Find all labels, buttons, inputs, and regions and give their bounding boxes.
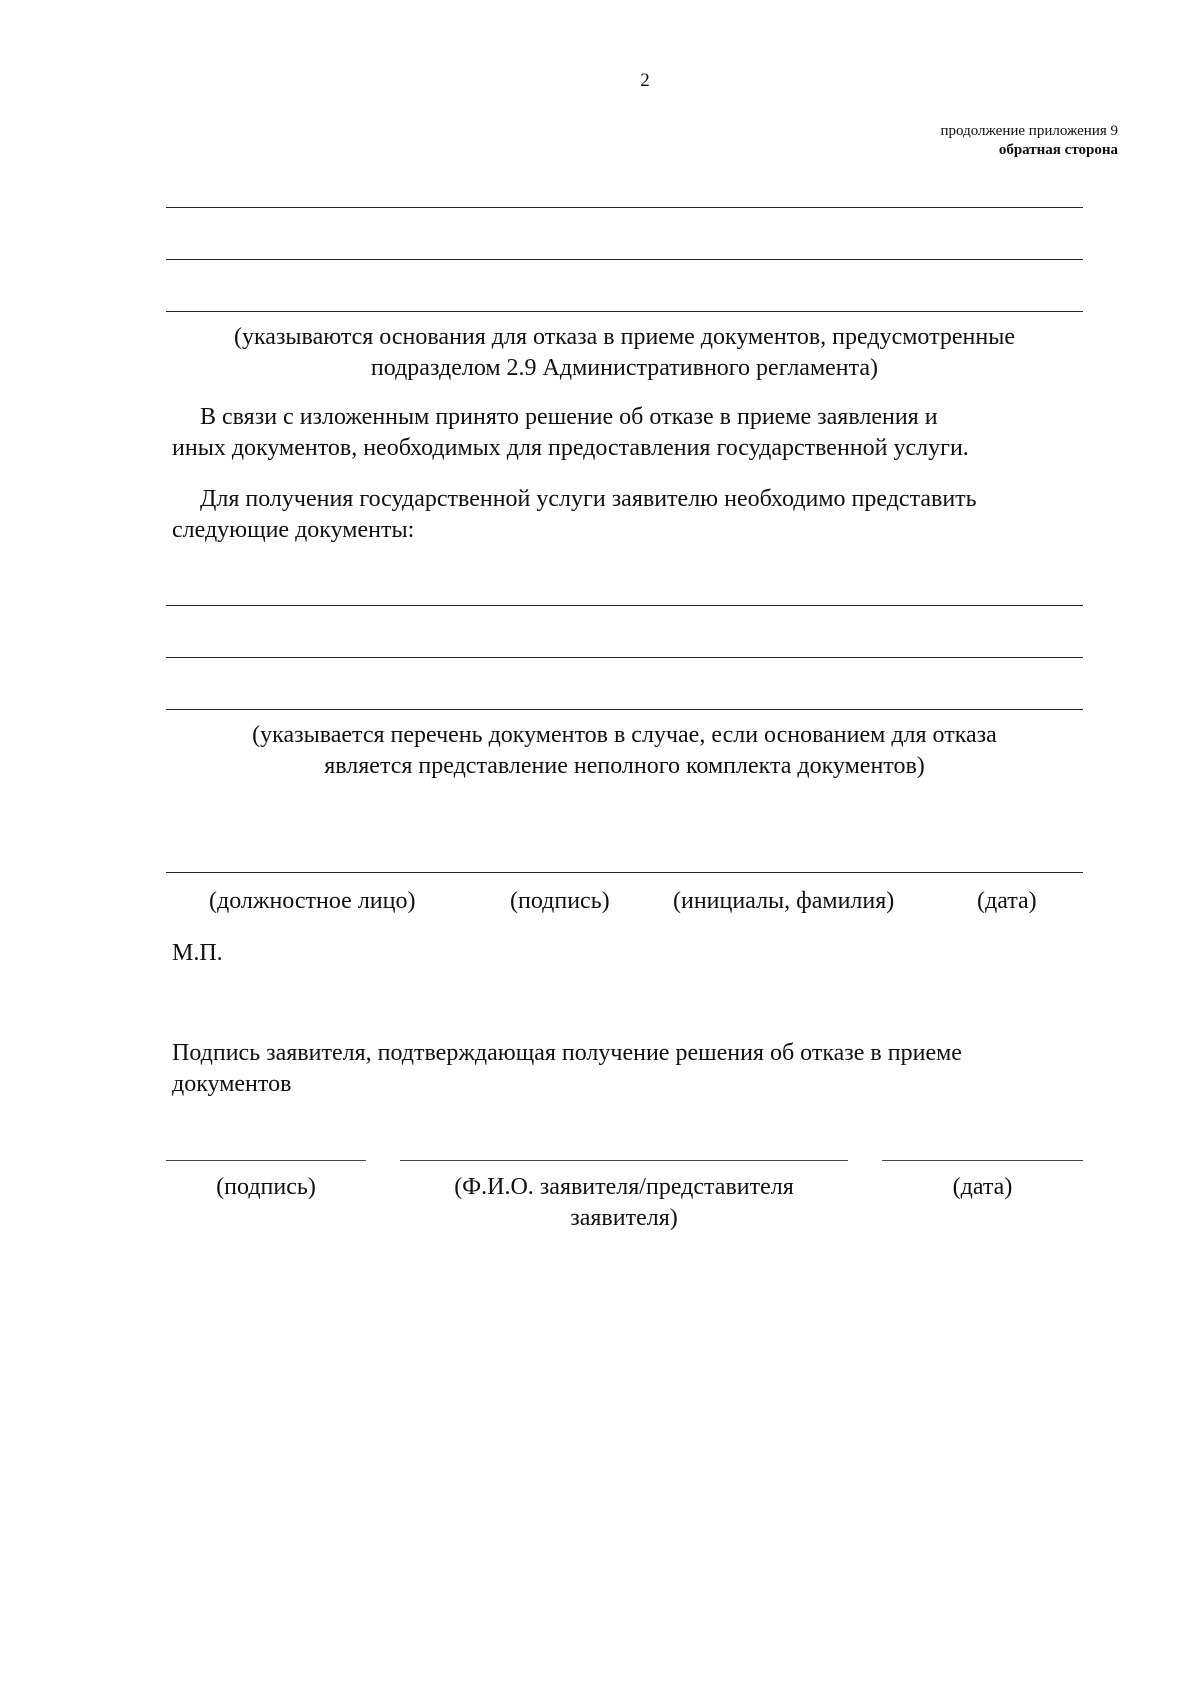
applicant-date-label: (дата) [952,1174,1013,1200]
applicant-signature-label: (подпись) [216,1174,316,1200]
grounds-fill-line-3[interactable] [166,311,1083,312]
grounds-hint [166,322,1083,384]
official-signature-label: (подпись) [510,888,610,914]
documents-fill-line-3[interactable] [166,709,1083,710]
applicant-name-line[interactable] [400,1160,848,1161]
decision-line-1: В связи с изложенным принято решение об отказе в приеме заявления и [200,404,938,430]
official-signature-line[interactable] [166,872,1083,873]
applicant-date-line[interactable] [882,1160,1083,1161]
decision-line-2: иных документов, необходимых для предоставления государственной услуги. [172,435,969,461]
documents-hint-line-2: является представление неполного комплекта документов) [324,753,925,779]
documents-hint-line-1: (указывается перечень документов в случае, если основанием для отказа [252,722,997,748]
appendix-continuation-label: продолжение приложения 9 [940,123,1118,139]
grounds-fill-line-1[interactable] [166,207,1083,208]
decision-paragraph [172,402,1072,464]
applicant-signature-line[interactable] [166,1160,366,1161]
required-documents-paragraph [172,484,1072,546]
appendix-header [941,122,1119,160]
official-date-label: (дата) [977,888,1037,914]
applicant-confirmation-paragraph [172,1038,1072,1100]
grounds-hint-line-2: подразделом 2.9 Административного регламента) [370,355,879,381]
applicant-name-label [400,1172,848,1234]
stamp-place-label: М.П. [172,940,223,966]
applicant-confirmation-line-1: Подпись заявителя, подтверждающая получение решения об отказе в приеме [172,1040,962,1066]
grounds-fill-line-2[interactable] [166,259,1083,260]
required-documents-line-1: Для получения государственной услуги заявителю необходимо представить [200,486,977,512]
applicant-name-label-line-1: (Ф.И.О. заявителя/представителя [454,1174,794,1200]
applicant-confirmation-line-2: документов [172,1071,292,1097]
official-position-label: (должностное лицо) [209,888,416,914]
applicant-name-label-line-2: заявителя) [570,1205,678,1231]
documents-hint [166,720,1083,782]
official-name-label: (инициалы, фамилия) [673,888,895,914]
reverse-side-label: обратная сторона [998,142,1118,158]
grounds-hint-line-1: (указываются основания для отказа в приеме документов, предусмотренные [234,324,1015,350]
page-number: 2 [640,70,650,91]
required-documents-line-2: следующие документы: [172,517,415,543]
documents-fill-line-2[interactable] [166,657,1083,658]
documents-fill-line-1[interactable] [166,605,1083,606]
